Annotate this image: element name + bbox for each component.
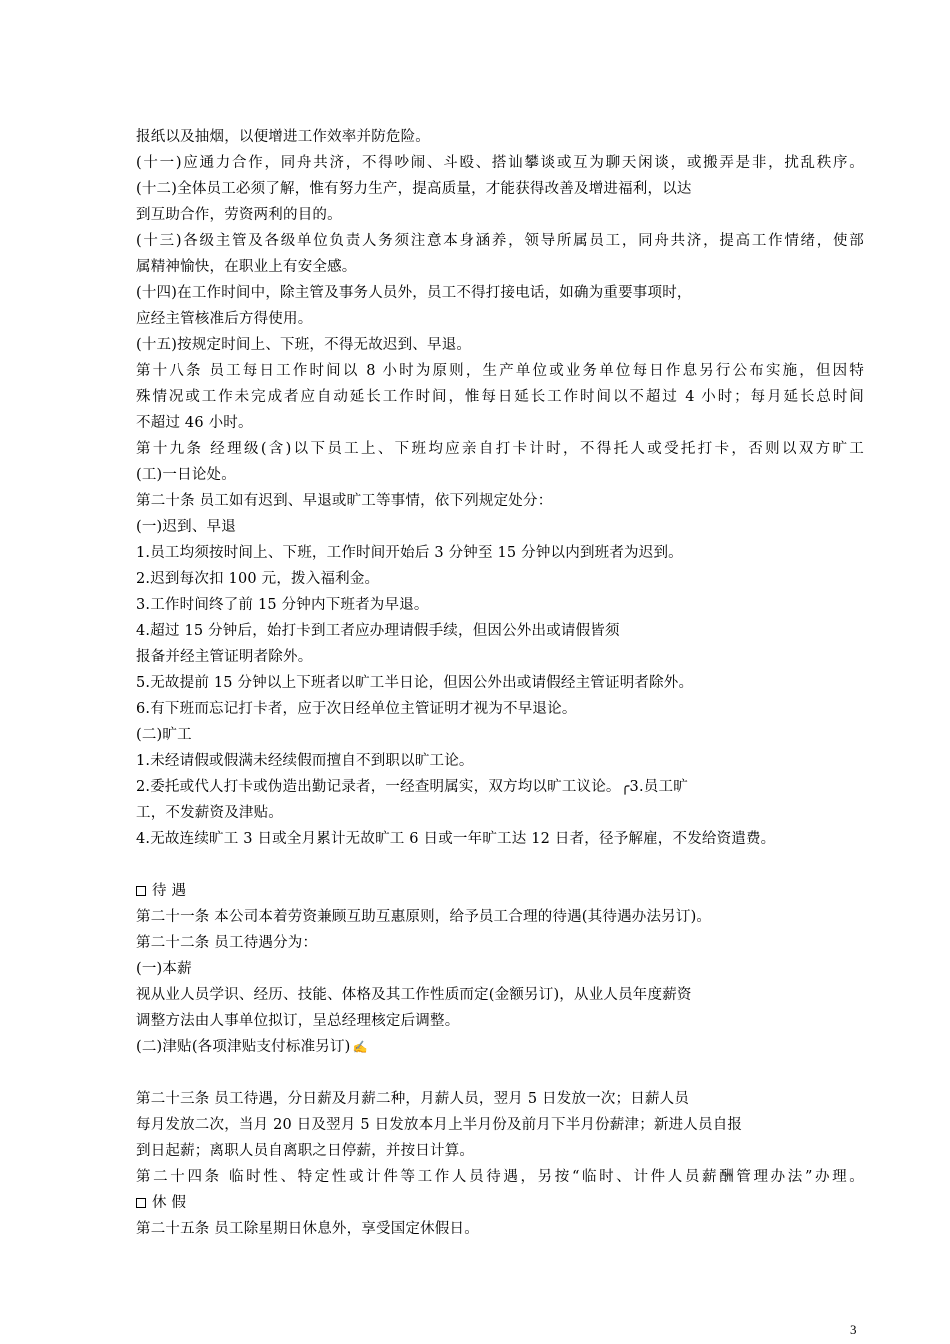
article-19: 第十九条 经理级(含)以下员工上、下班均应亲自打卡计时，不得托人或受托打卡，否则以双方旷工 [136, 441, 864, 457]
text-line: (十四)在工作时间中，除主管及事务人员外，员工不得打接电话，如确为重要事项时， [136, 285, 692, 301]
writing-hand-icon: ✍ [352, 1040, 368, 1054]
text-line: 4.无故连续旷工 3 日或全月累计无故旷工 6 日或一年旷工达 12 日者，径予解雇，不发给资遣费。 [136, 831, 776, 847]
text-line: 到互助合作，劳资两利的目的。 [136, 207, 342, 223]
text-line: 4.超过 15 分钟后，始打卡到工者应办理请假手续，但因公外出或请假皆须 [136, 623, 620, 639]
checkbox-icon [136, 886, 146, 896]
text-line: (十二)全体员工必须了解，惟有努力生产，提高质量，才能获得改善及增进福利，以达 [136, 181, 692, 197]
text-line: 2.迟到每次扣 100 元，拨入福利金。 [136, 571, 380, 587]
text-line: 5.无故提前 15 分钟以上下班者以旷工半日论，但因公外出或请假经主管证明者除外。 [136, 675, 694, 691]
text-line: (二)津贴(各项津贴支付标准另订) [136, 1039, 351, 1055]
text-line: 报备并经主管证明者除外。 [136, 649, 313, 665]
text-line: 6.有下班而忘记打卡者，应于次日经单位主管证明才视为不早退论。 [136, 701, 577, 717]
section-heading-leave [136, 1190, 864, 1216]
text-line: (十一)应通力合作，同舟共济，不得吵闹、斗殴、搭讪攀谈或互为聊天闲谈，或搬弄是非，扰乱秩序。 [136, 155, 864, 171]
text-line: 应经主管核准后方得使用。 [136, 311, 313, 327]
article-23: 第二十三条 员工待遇，分日薪及月薪二种，月薪人员，翌月 5 日发放一次；日薪人员 [136, 1091, 690, 1107]
text-line: 1.未经请假或假满未经续假而擅自不到职以旷工论。 [136, 753, 474, 769]
text-line: 1.员工均须按时间上、下班，工作时间开始后 3 分钟至 15 分钟以内到班者为迟到。 [136, 545, 683, 561]
text-line: 报纸以及抽烟，以便增进工作效率并防危险。 [136, 129, 430, 145]
article-20: 第二十条 员工如有迟到、早退或旷工等事情，依下列规定处分： [136, 493, 553, 509]
page-number: 3 [850, 1322, 857, 1337]
section-heading-treatment [136, 878, 864, 904]
text-line: (十五)按规定时间上、下班，不得无故迟到、早退。 [136, 337, 472, 353]
text-line: 属精神愉快，在职业上有安全感。 [136, 259, 357, 275]
article-25: 第二十五条 员工除星期日休息外，享受国定休假日。 [136, 1221, 479, 1237]
text-line: 每月发放二次，当月 20 日及翌月 5 日发放本月上半月份及前月下半月份薪津；新进人员自报 [136, 1117, 743, 1133]
text-line: 调整方法由人事单位拟订，呈总经理核定后调整。 [136, 1013, 460, 1029]
article-22: 第二十二条 员工待遇分为： [136, 935, 318, 951]
text-line: 不超过 46 小时。 [136, 415, 253, 431]
text-line: 3.工作时间终了前 15 分钟内下班者为早退。 [136, 597, 429, 613]
text-line: 工，不发薪资及津贴。 [136, 805, 283, 821]
text-line: 殊情况或工作未完成者应自动延长工作时间，惟每日延长工作时间以不超过 4 小时；每月延长总时间 [136, 389, 864, 405]
article-21: 第二十一条 本公司本着劳资兼顾互助互惠原则，给予员工合理的待遇(其待遇办法另订)。 [136, 909, 712, 925]
document-body [136, 124, 864, 1242]
text-line: 2.委托或代人打卡或伪造出勤记录者，一经查明属实，双方均以旷工议论。╭3.员工旷 [136, 779, 688, 795]
text-line: (一)迟到、早退 [136, 519, 236, 535]
section-title: 休 假 [152, 1195, 187, 1211]
text-line: (一)本薪 [136, 961, 192, 977]
text-line: (工)一日论处。 [136, 467, 236, 483]
checkbox-icon [136, 1198, 146, 1208]
text-line: (二)旷工 [136, 727, 192, 743]
spacer [136, 852, 864, 878]
allowance-line [136, 1034, 864, 1060]
text-line: 到日起薪；离职人员自离职之日停薪，并按日计算。 [136, 1143, 475, 1159]
section-title: 待 遇 [152, 883, 187, 899]
text-line: (十三)各级主管及各级单位负责人务须注意本身涵养，领导所属员工，同舟共济，提高工作情绪，使部 [136, 233, 864, 249]
spacer [136, 1060, 864, 1086]
article-18: 第十八条 员工每日工作时间以 8 小时为原则，生产单位或业务单位每日作息另行公布实施，但因特 [136, 363, 864, 379]
article-24: 第二十四条 临时性、特定性或计件等工作人员待遇，另按“临时、计件人员薪酬管理办法”办理。 [136, 1169, 864, 1185]
text-line: 视从业人员学识、经历、技能、体格及其工作性质而定(金额另订)，从业人员年度薪资 [136, 987, 692, 1003]
